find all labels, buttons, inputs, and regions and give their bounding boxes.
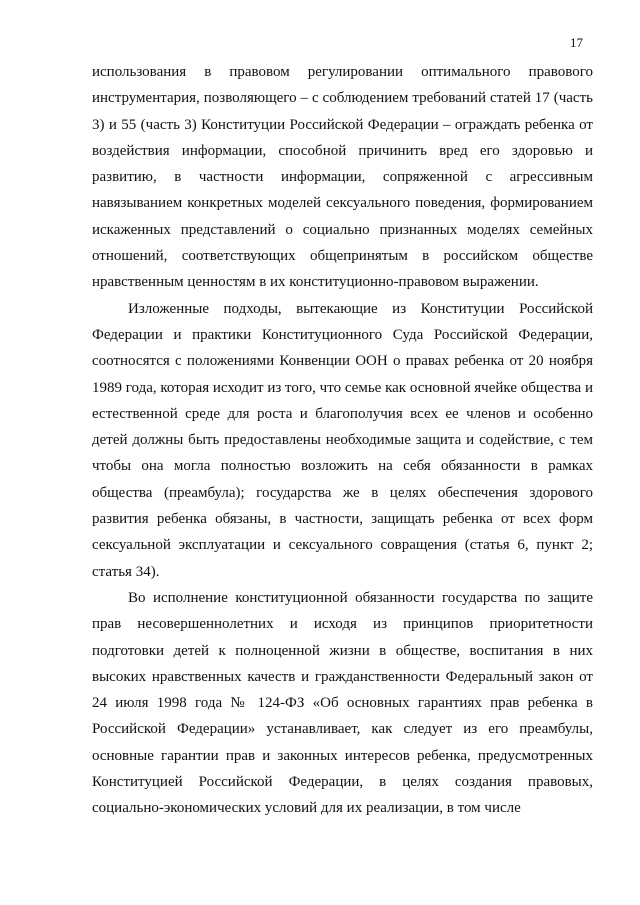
page-number: 17	[570, 35, 583, 50]
body-text	[92, 59, 593, 822]
paragraph-continuation: использования в правовом регулировании оптимального правового инструментария, позволяющего – с соблюдением требований статей 17 (часть 3) и 55 (часть 3) Конституции Российской Федерации – ограждать ребенка от воздействия информации, способной причинить вред его здоровью и развитию, в частности информации, сопряженной с агрессивным навязыванием конкретных моделей сексуального поведения, формированием искаженных представлений о социально признанных моделях семейных отношений, соответствующих общепринятым в российском обществе нравственным ценностям в их конституционно-правовом выражении.	[92, 64, 593, 291]
paragraph-convention: Изложенные подходы, вытекающие из Конституции Российской Федерации и практики Конституционного Суда Российской Федерации, соотносятся с положениями Конвенции ООН о правах ребенка от 20 ноября 1989 года, которая исходит из того, что семье как основной ячейке общества и естественной среде для роста и благополучия всех ее членов и особенно детей должны быть предоставлены необходимые защита и содействие, с тем чтобы она могла полностью возложить на себя обязанности в рамках общества (преамбула); государства же в целях обеспечения здорового развития ребенка обязаны, в частности, защищать ребенка от всех форм сексуальной эксплуатации и сексуального совращения (статья 6, пункт 2; статья 34).	[92, 300, 593, 580]
paragraph-federal-law: Во исполнение конституционной обязанности государства по защите прав несовершеннолетних и исходя из принципов приоритетности подготовки детей к полноценной жизни в обществе, воспитания в них высоких нравственных качеств и гражданственности Федеральный закон от 24 июля 1998 года № 124-ФЗ «Об основных гарантиях прав ребенка в Российской Федерации» устанавливает, как следует из его преамбулы, основные гарантии прав и законных интересов ребенка, предусмотренных Конституцией Российской Федерации, в целях создания правовых, социально-экономических условий для их реализации, в том числе	[92, 589, 593, 817]
